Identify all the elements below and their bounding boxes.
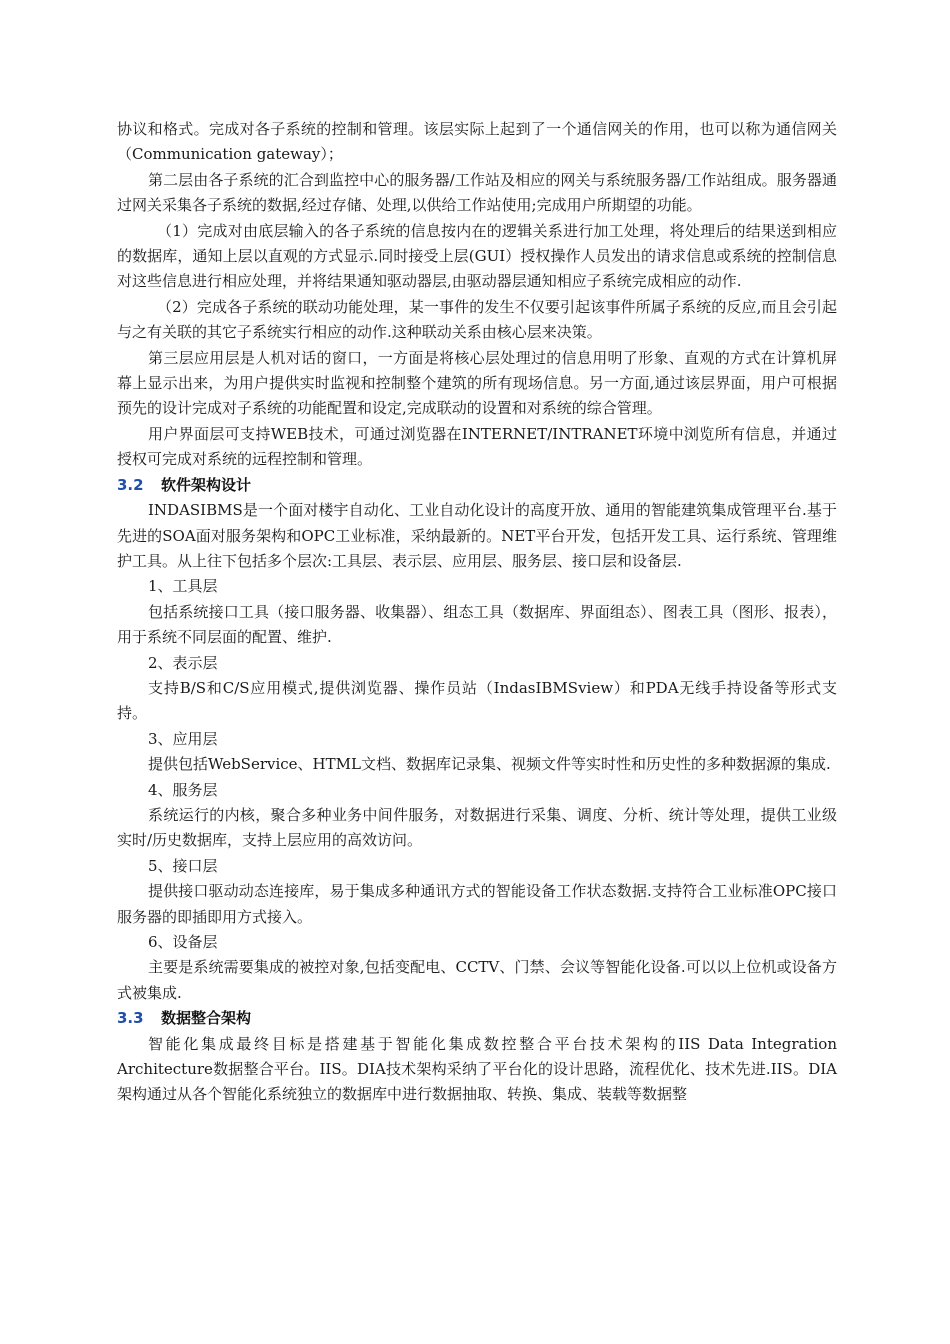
section-number: 3.2 [117,475,144,494]
paragraph: （1）完成对由底层输入的各子系统的信息按内在的逻辑关系进行加工处理，将处理后的结果送到相应的数据库，通知上层以直观的方式显示.同时接受上层(GUI）授权操作人员发出的请求信息或系统的控制信息对这些信息进行相应处理，并将结果通知驱动器层,由驱动器层通知相应子系统完成相应的动作. [117,221,837,291]
paragraph: 协议和格式。完成对各子系统的控制和管理。该层实际上起到了一个通信网关的作用，也可以称为通信网关（Communication gateway）； [117,120,837,164]
section-heading-3-3 [117,1006,837,1031]
document-page [117,117,837,1108]
section-number: 3.3 [117,1009,144,1028]
paragraph: INDASIBMS是一个面对楼宇自动化、工业自动化设计的高度开放、通用的智能建筑集成管理平台.基于先进的SOA面对服务架构和OPC工业标准，采纳最新的。NET平台开发，包括开发工具、运行系统、管理维护工具。从上往下包括多个层次:工具层、表示层、应用层、服务层、接口层和设备层. [117,501,837,570]
layer-heading: 2、表示层 [148,653,218,672]
section-heading-3-2 [117,473,837,498]
layer-description: 主要是系统需要集成的被控对象,包括变配电、CCTV、门禁、会议等智能化设备.可以以上位机或设备方式被集成. [117,958,837,1002]
layer-heading: 5、接口层 [148,856,218,875]
layer-heading: 6、设备层 [148,933,218,951]
paragraph: 智能化集成最终目标是搭建基于智能化集成数控整合平台技术架构的IIS Data Integration Architecture数据整合平台。IIS。DIA技术架构采纳了平台化的设计思路，流程优化、技术先进.IIS。DIA架构通过从各个智能化系统独立的数据库中进行数据抽取、转换、集成、装载等数据整 [117,1034,837,1104]
layer-description: 支持B/S和C/S应用模式,提供浏览器、操作员站（IndasIBMSview）和PDA无线手持设备等形式支持。 [117,678,837,723]
paragraph: （2）完成各子系统的联动功能处理，某一事件的发生不仅要引起该事件所属子系统的反应,而且会引起与之有关联的其它子系统实行相应的动作.这种联动关系由核心层来决策。 [117,297,837,342]
paragraph: 第二层由各子系统的汇合到监控中心的服务器/工作站及相应的网关与系统服务器/工作站组成。服务器通过网关采集各子系统的数据,经过存储、处理,以供给工作站使用;完成用户所期望的功能。 [117,170,837,215]
layer-heading: 3、应用层 [148,729,218,748]
layer-heading: 1、工具层 [148,577,218,596]
layer-heading: 4、服务层 [148,780,218,799]
layer-description: 提供接口驱动动态连接库，易于集成多种通讯方式的智能设备工作状态数据.支持符合工业标准OPC接口服务器的即插即用方式接入。 [117,882,837,926]
section-title: 软件架构设计 [161,475,252,494]
layer-description: 包括系统接口工具（接口服务器、收集器）、组态工具（数据库、界面组态）、图表工具（图形、报表），用于系统不同层面的配置、维护. [117,602,837,647]
paragraph: 第三层应用层是人机对话的窗口，一方面是将核心层处理过的信息用明了形象、直观的方式在计算机屏幕上显示出来，为用户提供实时监视和控制整个建筑的所有现场信息。另一方面,通过该层界面，用户可根据预先的设计完成对子系统的功能配置和设定,完成联动的设置和对系统的综合管理。 [117,348,837,418]
paragraph: 用户界面层可支持WEB技术，可通过浏览器在INTERNET/INTRANET环境中浏览所有信息，并通过授权可完成对系统的远程控制和管理。 [117,424,837,469]
section-title: 数据整合架构 [161,1009,252,1028]
layer-description: 提供包括WebService、HTML文档、数据库记录集、视频文件等实时性和历史性的多种数据源的集成. [148,755,831,774]
layer-description: 系统运行的内核，聚合多种业务中间件服务，对数据进行采集、调度、分析、统计等处理，提供工业级实时/历史数据库，支持上层应用的高效访问。 [117,805,837,850]
